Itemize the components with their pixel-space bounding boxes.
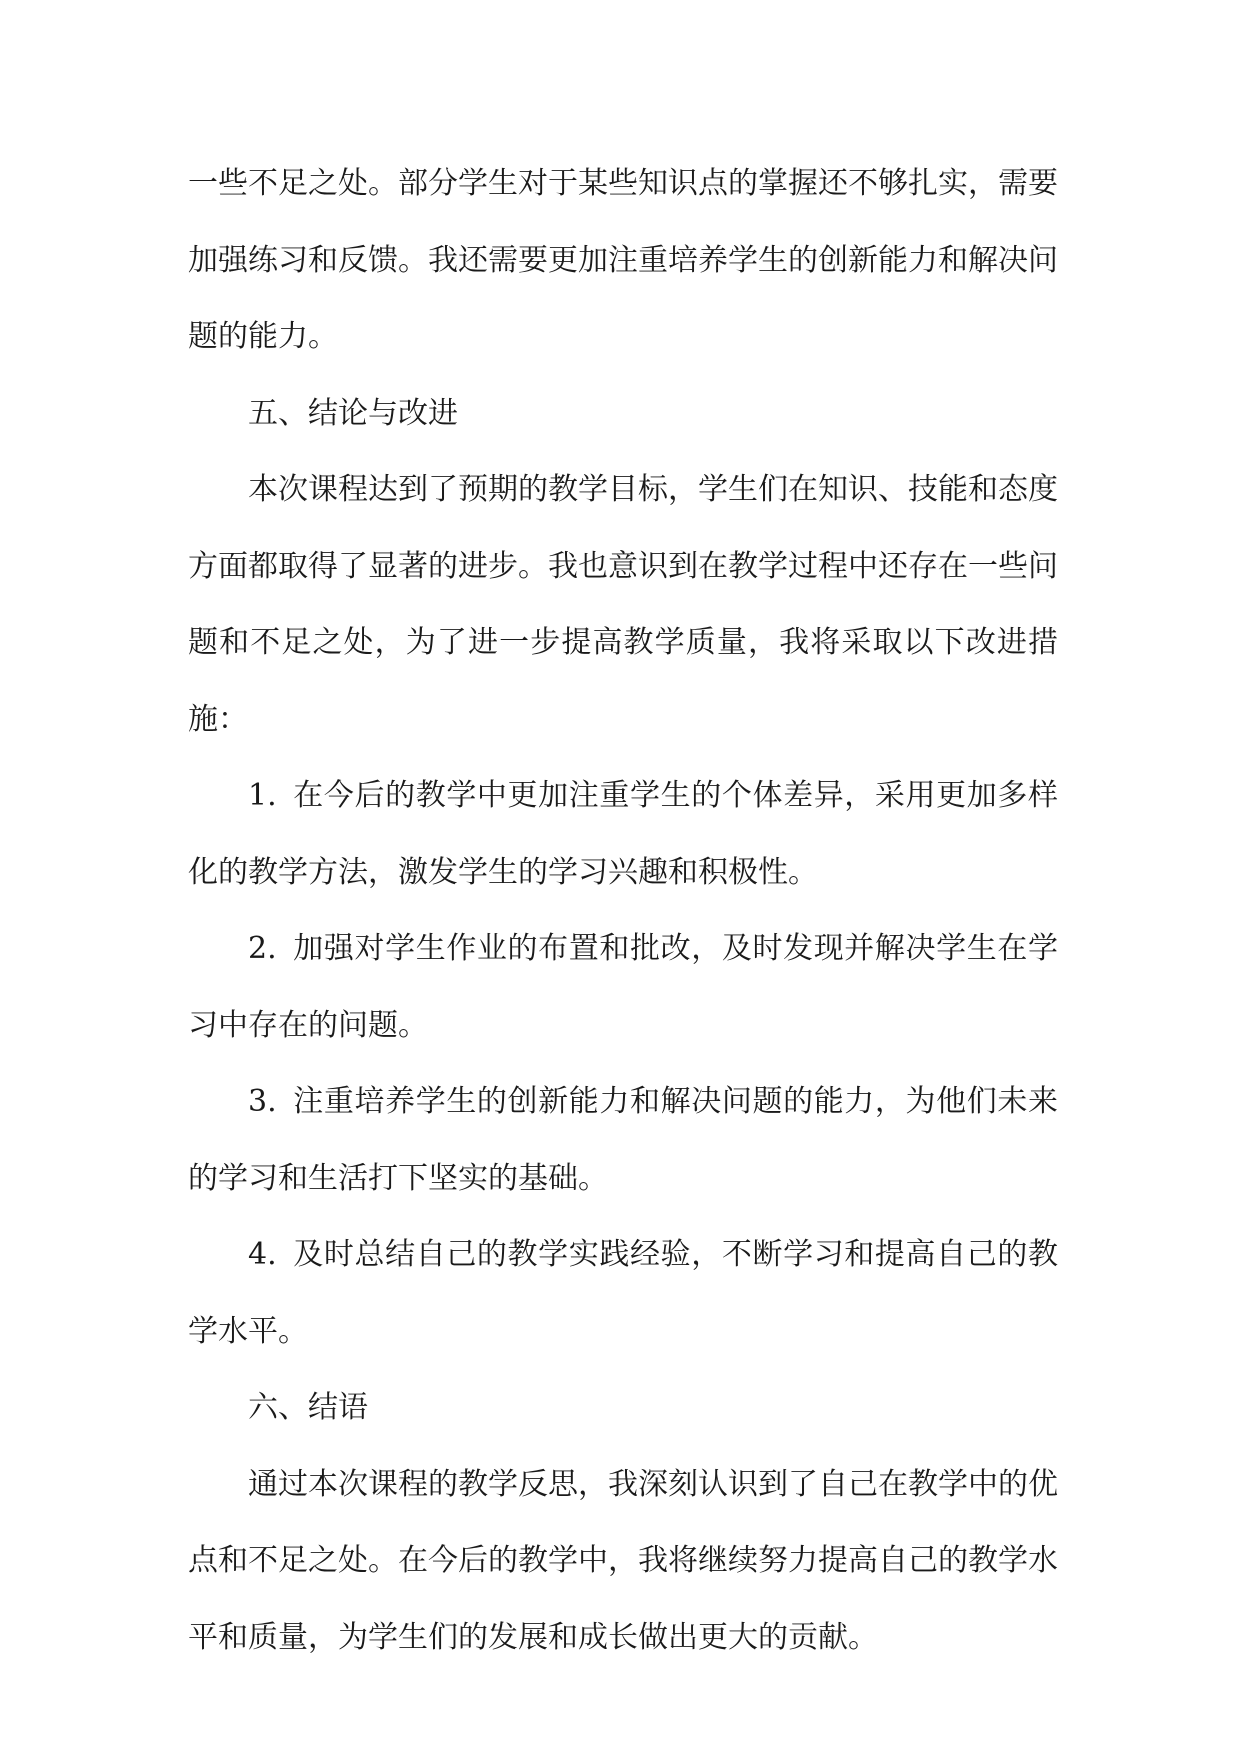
list-item bbox=[188, 758, 1058, 911]
paragraph-closing: 通过本次课程的教学反思，我深刻认识到了自己在教学中的优点和不足之处。在今后的教学中，我将继续努力提高自己的教学水平和质量，为学生们的发展和成长做出更大的贡献。 bbox=[188, 1466, 1058, 1655]
list-item bbox=[188, 1217, 1058, 1370]
list-item-number: 4. bbox=[248, 1237, 277, 1272]
list-item-text: 及时总结自己的教学实践经验，不断学习和提高自己的教学水平。 bbox=[188, 1237, 1058, 1349]
list-item-number: 2. bbox=[248, 931, 277, 966]
document-body bbox=[188, 146, 1058, 1676]
list-item-number: 1. bbox=[248, 778, 277, 813]
list-item-text: 加强对学生作业的布置和批改，及时发现并解决学生在学习中存在的问题。 bbox=[188, 931, 1058, 1043]
paragraph-summary: 本次课程达到了预期的教学目标，学生们在知识、技能和态度方面都取得了显著的进步。我也意识到在教学过程中还存在一些问题和不足之处，为了进一步提高教学质量，我将采取以下改进措施： bbox=[188, 472, 1058, 737]
list-item bbox=[188, 911, 1058, 1064]
paragraph-continuation: 一些不足之处。部分学生对于某些知识点的掌握还不够扎实，需要加强练习和反馈。我还需要更加注重培养学生的创新能力和解决问题的能力。 bbox=[188, 166, 1058, 354]
list-item-text: 在今后的教学中更加注重学生的个体差异，采用更加多样化的教学方法，激发学生的学习兴趣和积极性。 bbox=[188, 778, 1058, 890]
section-heading-conclusion: 五、结论与改进 bbox=[248, 395, 458, 431]
list-item-text: 注重培养学生的创新能力和解决问题的能力，为他们未来的学习和生活打下坚实的基础。 bbox=[188, 1084, 1058, 1196]
list-item-number: 3. bbox=[248, 1084, 277, 1119]
section-heading-closing: 六、结语 bbox=[248, 1390, 368, 1425]
list-item bbox=[188, 1064, 1058, 1217]
